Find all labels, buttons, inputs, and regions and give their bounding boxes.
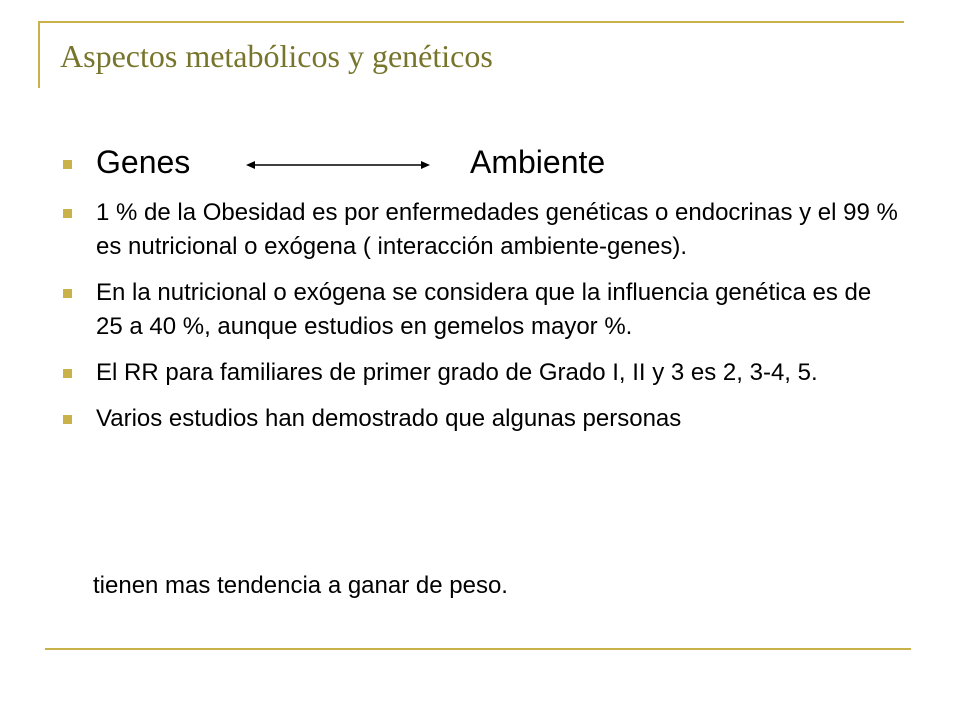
bullet-marker-icon xyxy=(63,289,72,298)
genes-ambiente-row xyxy=(96,142,900,182)
bullet-continuation: tienen mas tendencia a ganar de peso. xyxy=(93,572,508,599)
left-rule xyxy=(38,21,40,88)
bullet-item xyxy=(60,196,900,264)
lead-bullet xyxy=(60,142,900,182)
bullet-text: El RR para familiares de primer grado de Grado I, II y 3 es 2, 3-4, 5. xyxy=(96,359,818,386)
bullet-item xyxy=(60,402,900,436)
bullet-text: 1 % de la Obesidad es por enfermedades genéticas o endocrinas y el 99 % es nutricional o exógena ( interacción ambiente-genes). xyxy=(96,199,898,260)
bullet-marker-icon xyxy=(63,415,72,424)
genes-label: Genes xyxy=(96,144,191,180)
bullet-item xyxy=(60,356,900,390)
slide-title: Aspectos metabólicos y genéticos xyxy=(60,38,493,74)
double-headed-arrow-icon xyxy=(246,160,430,170)
bullet-list xyxy=(60,142,900,436)
bullet-marker-icon xyxy=(63,209,72,218)
bullet-item xyxy=(60,276,900,344)
bullet-marker-icon xyxy=(63,160,72,169)
bullet-text: En la nutricional o exógena se considera que la influencia genética es de 25 a 40 %, aunque estudios en gemelos mayor %. xyxy=(96,279,872,340)
top-rule xyxy=(40,21,904,23)
bullet-text: Varios estudios han demostrado que algunas personas xyxy=(96,405,682,432)
ambiente-label: Ambiente xyxy=(470,144,606,180)
bottom-rule xyxy=(45,648,911,650)
bullet-marker-icon xyxy=(63,369,72,378)
